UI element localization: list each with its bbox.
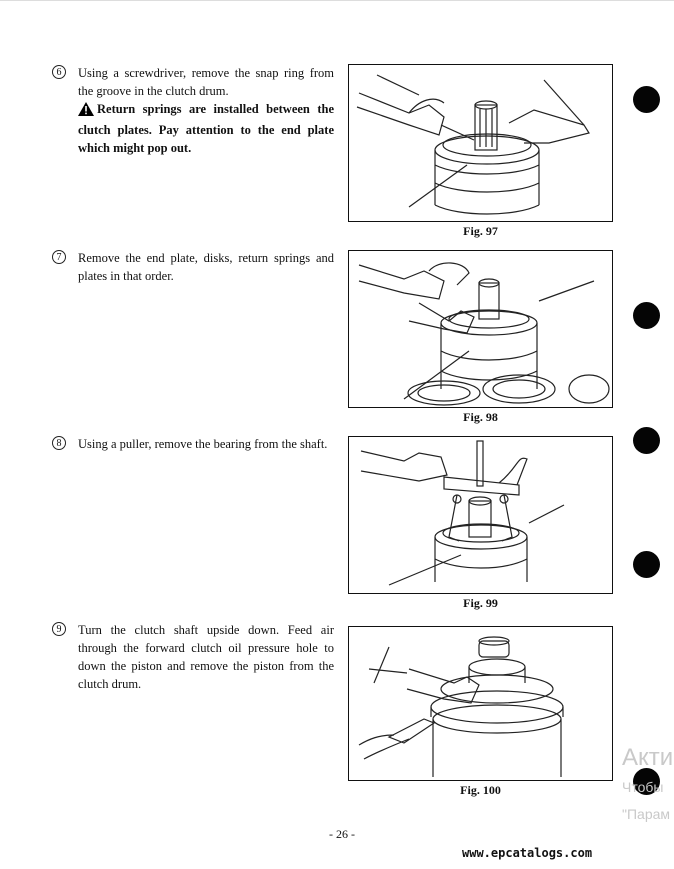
figure-100 — [348, 626, 613, 781]
step-number-6: 6 — [52, 65, 66, 79]
figure-100-caption: Fig. 100 — [460, 783, 501, 797]
figure-99-caption: Fig. 99 — [463, 596, 498, 610]
binder-hole-1 — [633, 86, 660, 113]
page-number: - 26 - — [329, 827, 355, 841]
step-number-9: 9 — [52, 622, 66, 636]
watermark-line-3: "Парам — [622, 806, 671, 822]
binder-hole-3 — [633, 427, 660, 454]
binder-hole-4 — [633, 551, 660, 578]
figure-97 — [348, 64, 613, 222]
step-6-warning — [78, 100, 334, 157]
step-9 — [52, 621, 334, 693]
watermark-line-1: Акти — [622, 744, 674, 771]
footer-url: www.epcatalogs.com — [462, 846, 593, 860]
snap-ring-removal-illustration — [349, 65, 611, 220]
step-7-text: Remove the end plate, disks, return springs and plates in that order. — [78, 251, 334, 283]
figure-98 — [348, 250, 613, 408]
figure-97-caption: Fig. 97 — [463, 224, 498, 238]
step-6 — [52, 64, 334, 157]
clutch-plate-removal-illustration — [349, 251, 611, 406]
watermark-line-2: Чтобы — [622, 779, 664, 795]
binder-hole-2 — [633, 302, 660, 329]
warning-icon — [78, 102, 94, 121]
step-number-7: 7 — [52, 250, 66, 264]
warning-text: Return springs are installed between the clutch plates. Pay attention to the end plate which might pop out. — [78, 102, 334, 155]
figure-98-caption: Fig. 98 — [463, 410, 498, 424]
bearing-puller-illustration — [349, 437, 611, 592]
piston-removal-illustration — [349, 627, 611, 779]
step-number-8: 8 — [52, 436, 66, 450]
step-7 — [52, 249, 334, 285]
step-8 — [52, 435, 334, 453]
figure-99 — [348, 436, 613, 594]
step-6-text: Using a screwdriver, remove the snap ring from the groove in the clutch drum. — [78, 66, 334, 98]
step-8-text: Using a puller, remove the bearing from the shaft. — [78, 437, 328, 451]
step-9-text: Turn the clutch shaft upside down. Feed air through the forward clutch oil pressure hole to down the piston and remove the piston from the clutch drum. — [78, 623, 334, 691]
scan-top-edge — [0, 0, 674, 1]
